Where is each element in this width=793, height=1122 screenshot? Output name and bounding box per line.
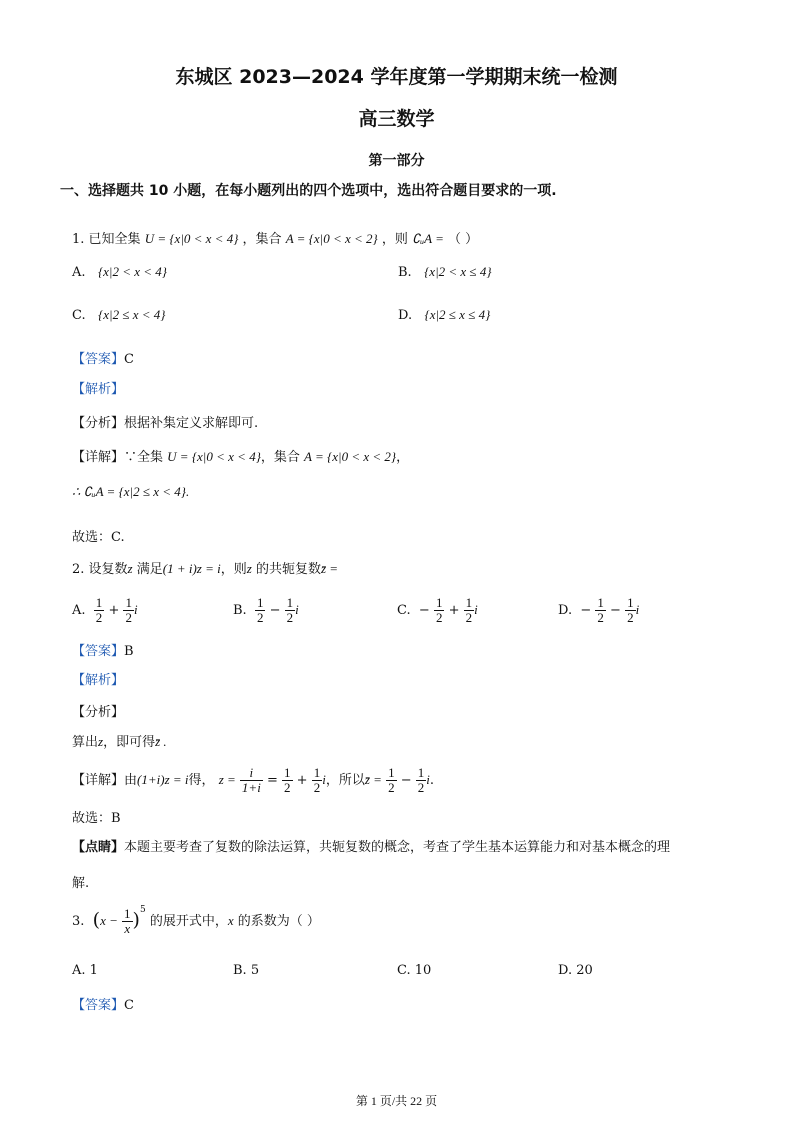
q1-set-a: A = {x|0 < x < 2} [285,231,378,246]
answer-value: C [124,352,134,367]
q1-option-d [398,307,490,323]
q2-fenxi [72,731,167,750]
q3-number: 3. [72,914,85,929]
option-text: {x|2 ≤ x ≤ 4} [424,307,491,322]
q1-option-c [72,307,165,323]
answer-value: B [124,644,134,659]
q1-complement: ∁ᵤA = [412,231,444,246]
q2-fenxi-tag: 【分析】 [72,705,125,720]
fenxi-text: 根据补集定义求解即可. [124,416,259,431]
q1-stem-text-2: ，集合 [242,232,282,247]
option-label: A. [72,603,86,618]
var-zbar: z̄ . [155,734,167,749]
detail-set-u: U = {x|0 < x < 4} [167,449,261,464]
option-sign: − [580,603,592,618]
fenxi-tag: 【分析】 [72,416,125,431]
paren-open: ( [92,909,101,931]
q2-conjugate: z̄ = [321,561,339,576]
q1-stem [72,228,478,247]
q2-stem [72,558,338,577]
q3-answer [72,994,134,1013]
detail-z-eq: z = [218,772,236,787]
document-subtitle: 高三数学 [358,108,435,130]
fraction: $\frac{1}{2}$ [417,765,425,795]
fraction: $\frac{1}{2}$ [597,595,604,625]
q2-stem-text: 2. 设复数 [72,562,128,577]
imag-unit: i [635,602,640,617]
q3-option-a [72,963,98,978]
fraction: $\frac{1}{2}$ [627,595,634,625]
q2-option-b [233,596,299,625]
option-label: C. [397,963,411,978]
option-label: C. [72,308,86,323]
q3-stem [72,904,320,936]
fraction: $\frac{1}{2}$ [125,595,132,625]
option-text: {x|2 ≤ x < 4} [98,307,166,322]
fraction: $\frac{1}{2}$ [286,595,294,625]
q3-option-c [397,963,431,978]
option-text: 10 [414,963,432,978]
fraction: $\frac{1}{x}$ [124,906,131,936]
q1-stem-text: 1. 已知全集 [72,232,141,247]
detail-zbar: z̄ = [364,772,382,787]
option-text: {x|2 < x < 4} [97,264,167,279]
minus-sign: − [400,773,412,788]
detail-text-2: 得， [188,773,215,788]
q1-fenxi [72,412,258,431]
answer-tag: 【答案】 [72,998,125,1013]
xiangjie-tag: 【详解】 [72,450,125,465]
q3-option-d [558,963,593,978]
option-sign: − [418,603,430,618]
detail-text-3: ， [396,450,410,465]
option-label: B. [398,265,412,280]
option-text: {x|2 < x ≤ 4} [424,264,492,279]
q1-therefore: ∴ ∁ᵤA = {x|2 ≤ x < 4}. [72,484,190,499]
q2-option-c [397,596,478,625]
option-text: 20 [576,963,593,978]
option-label: A. [72,265,86,280]
option-label: A. [72,963,86,978]
q1-option-a [72,264,167,280]
imag-unit: i [322,772,326,787]
option-label: C. [397,603,411,618]
period: . [429,773,435,788]
page-footer: 第 1 页/共 22 页 [355,1094,438,1108]
q2-stem-text-3: ，则 [220,562,247,577]
answer-tag: 【答案】 [72,352,125,367]
q2-stem-text-2: 满足 [136,562,163,577]
q1-option-b [398,264,492,280]
plus-sign: + [296,773,308,788]
q2-dianjing-cont: 解. [72,876,90,891]
exponent: 5 [139,904,146,915]
q2-var-z-2: z [246,561,252,576]
option-operator: − [610,603,621,618]
q1-stem-text-3: ，则 [381,232,408,247]
q1-set-u: U = {x|0 < x < 4} [144,231,239,246]
q1-detail [72,446,409,465]
dianjing-text: 本题主要考查了复数的除法运算，共轭复数的概念，考查了学生基本运算能力和对基本概念的理 [124,840,671,855]
binom-term: x − [100,913,118,928]
imag-unit: i [295,602,299,617]
detail-text-2: ，集合 [260,450,300,465]
option-label: D. [558,963,573,978]
q2-option-a [72,596,138,625]
q2-equation: (1 + i)z = i [162,561,221,576]
fraction: $\frac{1}{2}$ [256,595,264,625]
q2-var-z: z [127,561,133,576]
imag-unit: i [133,602,138,617]
fraction: $\frac{1}{2}$ [465,595,473,625]
detail-equation: (1+i)z = i [137,772,189,787]
q2-jiexi-tag: 【解析】 [72,673,125,688]
imag-unit: i [474,602,478,617]
option-operator: − [269,603,281,618]
detail-text: 由 [124,773,138,788]
q2-stem-text-4: 的共轭复数 [255,562,321,577]
option-text: 5 [250,963,260,978]
option-label: B. [233,603,247,618]
q3-stem-text: 的展开式中， [149,914,228,929]
fraction: $\frac{i}{1+i}$ [241,765,261,795]
dianjing-tag: 【点睛】 [72,840,125,855]
paren-close: ) [132,909,140,931]
q1-paren: （ ） [448,232,479,247]
detail-set-a: A = {x|0 < x < 2} [304,449,397,464]
fenxi-text: 算出 [72,735,99,750]
answer-value: C [124,998,134,1013]
detail-text-3: ，所以 [325,773,365,788]
option-operator: + [108,603,120,618]
q1-jiexi-tag: 【解析】 [72,382,125,397]
q2-option-d [558,596,639,625]
fraction: $\frac{1}{2}$ [388,765,395,795]
q2-detail [72,766,434,795]
option-label: D. [398,308,413,323]
q3-option-b [233,963,259,978]
q2-dianjing [72,836,670,855]
var-x: x [227,913,234,928]
q2-guxuan: 故选：B [72,811,121,826]
fenxi-text-2: ，即可得 [103,735,156,750]
q2-answer [72,640,134,659]
xiangjie-tag: 【详解】 [72,773,125,788]
section-heading: 一、选择题共 10 小题，在每小题列出的四个选项中，选出符合题目要求的一项. [60,183,557,199]
fraction: $\frac{1}{2}$ [95,595,103,625]
fraction: $\frac{1}{2}$ [284,765,291,795]
imag-unit: i [426,772,430,787]
fraction: $\frac{1}{2}$ [313,765,321,795]
q1-answer [72,348,134,367]
detail-text: ∵全集 [124,450,164,465]
var-z: z [98,734,104,749]
fraction: $\frac{1}{2}$ [435,595,443,625]
q3-stem-text-2: 的系数为（ ） [237,914,320,929]
document-title: 东城区 2023—2024 学年度第一学期期末统一检测 [175,66,618,88]
answer-tag: 【答案】 [72,644,125,659]
option-label: B. [233,963,247,978]
option-operator: + [448,603,460,618]
option-text: 1 [89,963,98,978]
q1-guxuan: 故选：C. [72,530,125,545]
part-heading: 第一部分 [368,153,425,169]
equals-sign: = [266,773,278,788]
option-label: D. [558,603,573,618]
